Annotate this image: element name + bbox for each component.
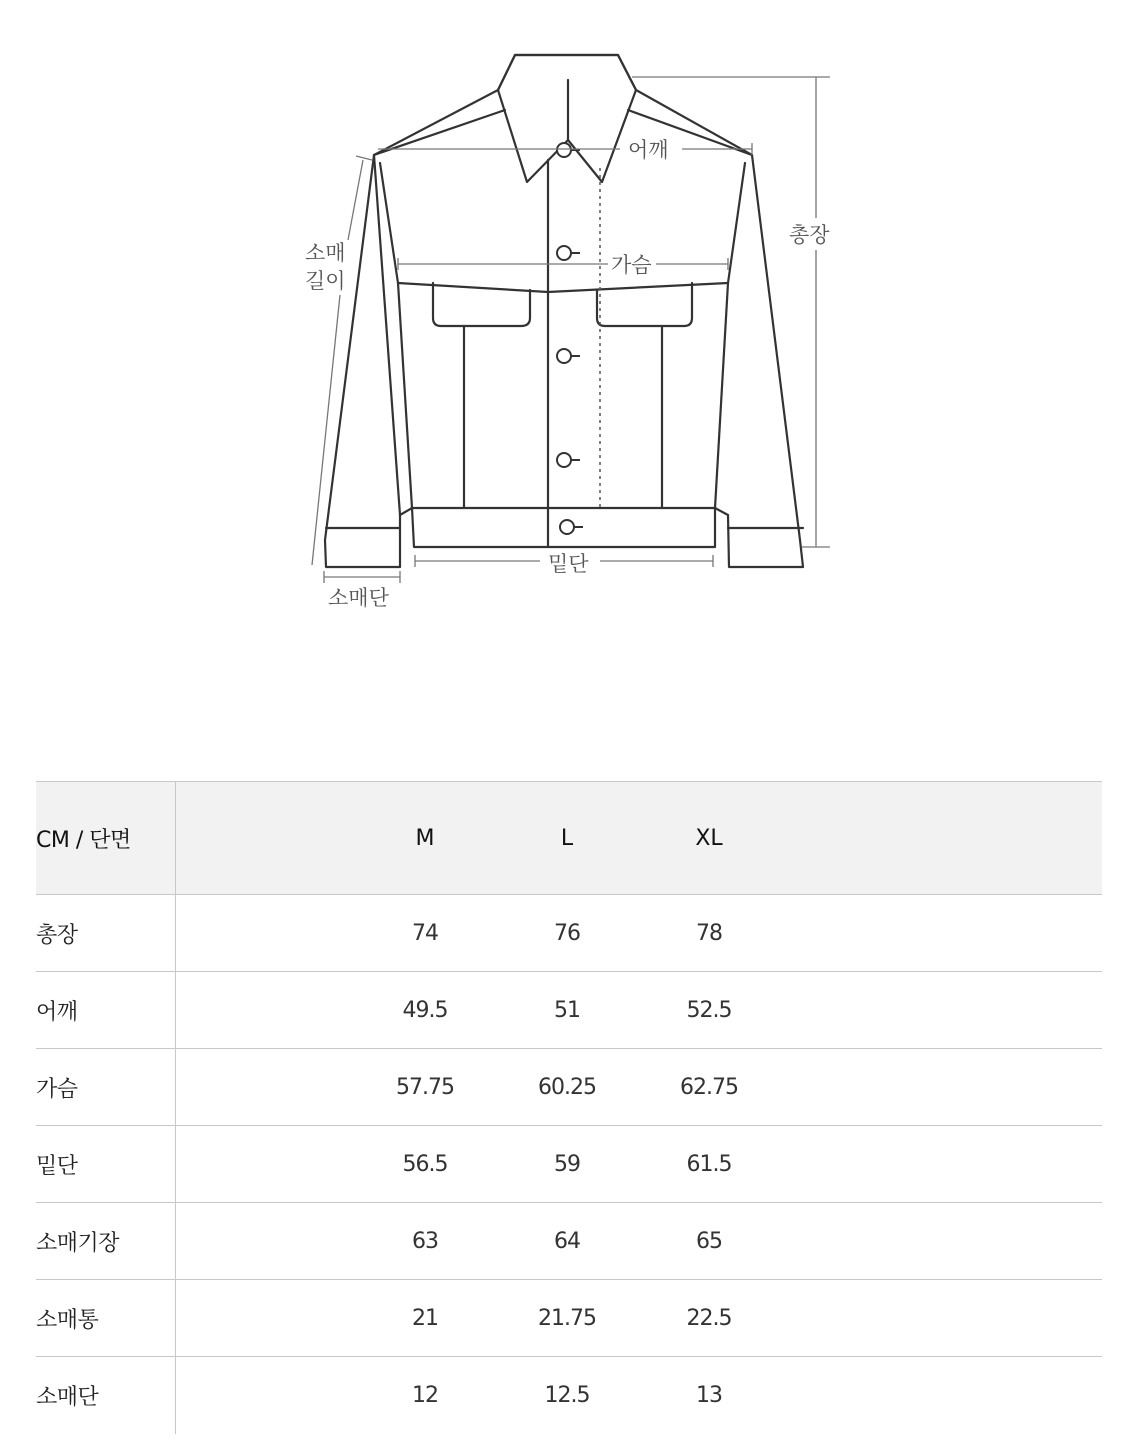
row-label: 어깨 xyxy=(36,972,176,1049)
spacer-cell xyxy=(488,1049,504,1126)
value-cell-m: 21 xyxy=(362,1280,488,1357)
button xyxy=(557,143,571,157)
spacer-cell xyxy=(176,895,363,972)
label-hem: 밑단 xyxy=(548,552,589,576)
spacer-cell xyxy=(772,895,1102,972)
spacer-cell xyxy=(630,1357,646,1434)
row-label: 가슴 xyxy=(36,1049,176,1126)
spacer-cell xyxy=(772,1203,1102,1280)
value-cell-xl: 61.5 xyxy=(646,1126,772,1203)
value-cell-xl: 52.5 xyxy=(646,972,772,1049)
jacket-measurement-diagram xyxy=(0,0,1125,700)
value-cell-l: 59 xyxy=(504,1126,630,1203)
spacer-cell xyxy=(772,1280,1102,1357)
spacer-cell xyxy=(176,1357,363,1434)
value-cell-l: 21.75 xyxy=(504,1280,630,1357)
table-header-row xyxy=(36,782,1102,895)
row-label: 총장 xyxy=(36,895,176,972)
value-cell-l: 76 xyxy=(504,895,630,972)
spacer-cell xyxy=(630,895,646,972)
spacer-cell xyxy=(772,1049,1102,1126)
spacer-cell xyxy=(630,972,646,1049)
spacer-cell xyxy=(176,972,363,1049)
value-cell-xl: 13 xyxy=(696,1382,722,1408)
label-sleeve-length-2: 길이 xyxy=(305,269,346,293)
value-cell-l: 51 xyxy=(504,972,630,1049)
button xyxy=(557,453,571,467)
table-row xyxy=(36,1049,1102,1126)
spacer-cell xyxy=(488,972,504,1049)
spacer-cell xyxy=(488,1280,504,1357)
table-row xyxy=(36,1280,1102,1357)
value-cell-l: 64 xyxy=(504,1203,630,1280)
table-row xyxy=(36,1357,1102,1434)
table-row xyxy=(36,972,1102,1049)
label-sleeve-length-1: 소매 xyxy=(305,241,346,265)
value-cell-xl: 22.5 xyxy=(646,1280,772,1357)
value-cell-m: 12 xyxy=(412,1382,438,1408)
table-row xyxy=(36,1203,1102,1280)
value-cell-m: 63 xyxy=(362,1203,488,1280)
jacket-body-outline xyxy=(325,55,803,567)
value-cell-xl: 78 xyxy=(646,895,772,972)
spacer-cell xyxy=(176,1126,363,1203)
spacer-cell xyxy=(630,1126,646,1203)
value-cell-m: 49.5 xyxy=(362,972,488,1049)
value-cell-xl: 62.75 xyxy=(646,1049,772,1126)
value-cell-l: 60.25 xyxy=(504,1049,630,1126)
label-chest: 가슴 xyxy=(611,253,652,277)
label-total-length: 총장 xyxy=(789,223,830,247)
value-cell-l: 12.5 xyxy=(544,1382,590,1408)
spacer-cell xyxy=(176,1280,363,1357)
button xyxy=(557,246,571,260)
button xyxy=(560,520,574,534)
spacer-cell xyxy=(488,1203,504,1280)
table-row xyxy=(36,895,1102,972)
row-label: 소매단 xyxy=(36,1357,176,1434)
spacer-cell xyxy=(772,972,1102,1049)
value-cell-m: 74 xyxy=(362,895,488,972)
label-shoulder: 어깨 xyxy=(628,138,669,162)
value-cell-m: 57.75 xyxy=(362,1049,488,1126)
value-cell-xl: 65 xyxy=(646,1203,772,1280)
row-label: 밑단 xyxy=(36,1126,176,1203)
table-row xyxy=(36,1126,1102,1203)
spacer-cell xyxy=(630,1049,646,1126)
header-unit-label: CM / 단면 xyxy=(36,782,176,895)
spacer-cell xyxy=(488,1126,504,1203)
spacer-cell xyxy=(630,1280,646,1357)
header-size-l: L xyxy=(504,782,630,895)
spacer-cell xyxy=(176,1203,363,1280)
label-sleeve-hem: 소매단 xyxy=(328,586,389,610)
spacer-cell xyxy=(488,1357,504,1434)
spacer-cell xyxy=(772,1126,1102,1203)
row-label: 소매통 xyxy=(36,1280,176,1357)
table-body xyxy=(36,895,1102,1434)
button xyxy=(557,349,571,363)
spacer-cell xyxy=(772,1357,1102,1434)
header-size-xl: XL xyxy=(646,782,772,895)
row-label: 소매기장 xyxy=(36,1203,176,1280)
value-cell-m: 56.5 xyxy=(362,1126,488,1203)
size-table xyxy=(36,781,1102,1434)
spacer-cell xyxy=(488,895,504,972)
header-size-m: M xyxy=(362,782,488,895)
spacer-cell xyxy=(630,1203,646,1280)
spacer-cell xyxy=(176,1049,363,1126)
